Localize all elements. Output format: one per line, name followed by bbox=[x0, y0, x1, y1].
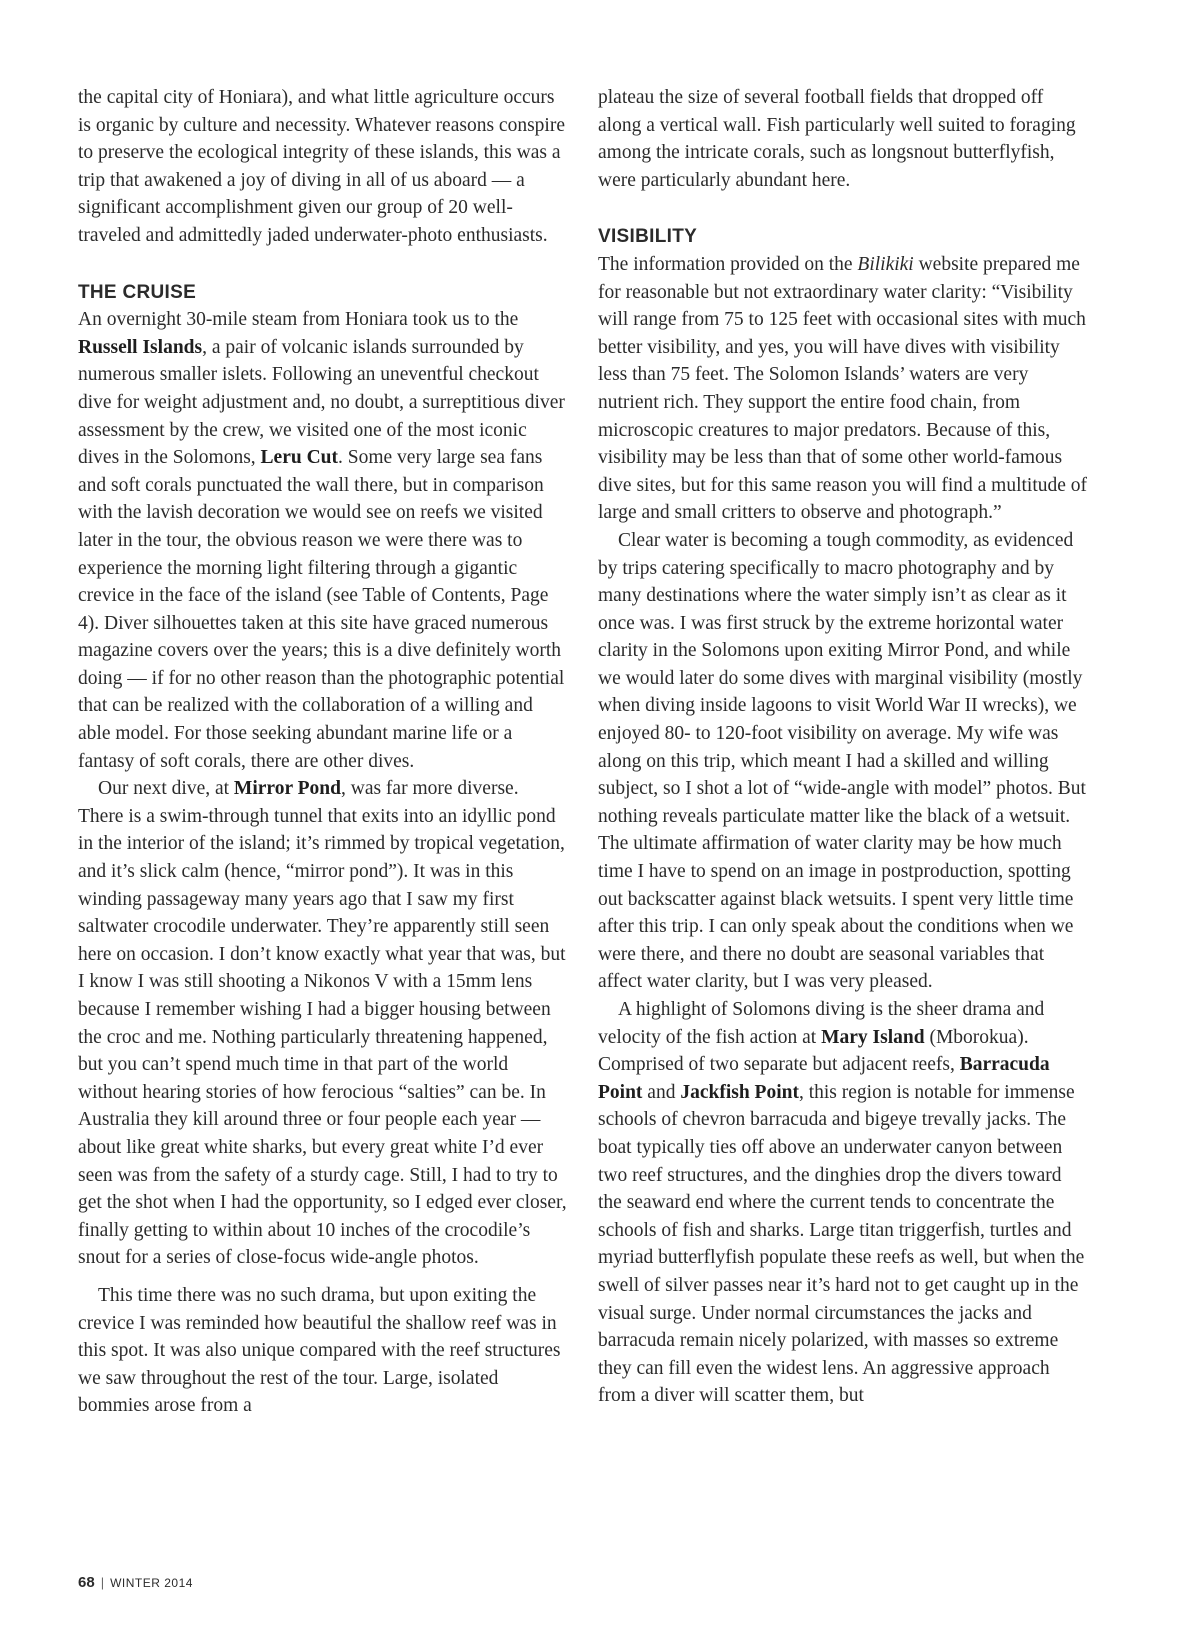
heading-visibility: VISIBILITY bbox=[598, 226, 698, 248]
paragraph-bilikiki-quote bbox=[598, 251, 1088, 527]
text-run: and bbox=[642, 1081, 681, 1103]
text-run: website prepared me for reasonable but not extraordinary water clarity: “Visibility will range from 75 to 125 feet with occasional sites with much better visibility, and yes, you will have dives with visibility less than 75 feet. The Solomon Islands’ waters are very nutrient rich. They support the entire food chain, from microscopic creatures to major predators. Because of this, visibility may be less than that of some other world-famous dive sites, but for this same reason you will find a multitude of large and small critters to observe and photograph.” bbox=[598, 253, 1088, 524]
footer-separator: | bbox=[100, 1575, 105, 1590]
text-run: , was far more diverse. There is a swim-through tunnel that exits into an idyllic pond in the interior of the island; it’s rimmed by tropical vegetation, and it’s slick calm (hence, “mirror pond”). It was in this winding passageway many years ago that I saw my first saltwater crocodile underwater. They’re apparently still seen here on occasion. I don’t know exactly what year that was, but I know I was still shooting a Nikonos V with a 15mm lens because I remember wishing I had a bigger housing between the croc and me. Nothing particularly threatening happened, but you can’t spend much time in that part of the world without hearing stories of how ferocious “salties” can be. In Australia they kill around three or four people each year — about like great white sharks, but every great white I’d ever seen was from the safety of a sturdy cage. Still, I had to try to get the shot when I had the opportunity, so I edged ever closer, finally getting to within about 10 inches of the crocodile’s snout for a series of close-focus wide-angle photos. bbox=[78, 778, 567, 1269]
text-run: , a pair of volcanic islands surrounded by numerous smaller islets. Following an uneventful checkout dive for weight adjustment and, no doubt, a surreptitious diver assessment by the crew, we visited one of the most iconic dives in the Solomons, bbox=[78, 336, 565, 469]
place-jackfish-point: Jackfish Point bbox=[680, 1081, 799, 1103]
paragraph-intro-continued: the capital city of Honiara), and what little agriculture occurs is organic by culture and necessity. Whatever reasons conspire to preserve the ecological integrity of these islands, this was a trip that awakened a joy of diving in all of us aboard — a significant accomplishment given our group of 20 well-traveled and admittedly jaded underwater-photo enthusiasts. bbox=[78, 87, 565, 246]
paragraph-clear-water: Clear water is becoming a tough commodity, as evidenced by trips catering specifically to macro photography and by many destinations where the water simply isn’t as clear as it once was. I was first struck by the extreme horizontal water clarity in the Solomons upon exiting Mirror Pond, and while we would later do some dives with marginal visibility (mostly when diving inside lagoons to visit World War II wrecks), we enjoyed 80- to 120-foot visibility on average. My wife was along on this trip, which meant I had a skilled and willing subject, so I shot a lot of “wide-angle with model” photos. But nothing reveals particulate matter like the black of a wetsuit. The ultimate affirmation of water clarity may be how much time I have to spend on an image in postproduction, spotting out backscatter against black wetsuits. I spent very little time after this trip. I can only speak about the conditions when we were there, and there no doubt are seasonal variables that affect water clarity, but I was very pleased. bbox=[598, 529, 1086, 993]
vessel-name-bilikiki: Bilikiki bbox=[857, 253, 914, 275]
text-run: An overnight 30-mile steam from Honiara took us to the bbox=[78, 309, 519, 331]
text-run: The information provided on the bbox=[598, 253, 858, 275]
place-barracuda-point: Barracuda Point bbox=[598, 1054, 1050, 1103]
paragraph-russell-islands bbox=[78, 306, 568, 775]
text-run: (Mborokua). Comprised of two separate but adjacent reefs, bbox=[598, 1026, 1029, 1076]
text-run: A highlight of Solomons diving is the sheer drama and velocity of the fish action at bbox=[598, 999, 1045, 1048]
place-mary-island: Mary Island bbox=[821, 1026, 925, 1048]
left-column bbox=[78, 84, 568, 1420]
paragraph-plateau-continued: plateau the size of several football fields that dropped off along a vertical wall. Fish particularly well suited to foraging among the intricate corals, such as longsnout butterflyfish, were particularly abundant here. bbox=[598, 87, 1076, 191]
paragraph-mirror-pond bbox=[78, 775, 568, 1272]
text-run: , this region is notable for immense schools of chevron barracuda and bigeye trevally jacks. The boat typically ties off above an underwater canyon between two reef structures, and the dinghies drop the divers toward the seaward end where the current tends to concentrate the schools of fish and sharks. Large titan triggerfish, turtles and myriad butterflyfish populate these reefs as well, but when the swell of silver passes near it’s hard not to get caught up in the visual surge. Under normal circumstances the jacks and barracuda remain nicely polarized, with masses so extreme they can fill even the widest lens. An aggressive approach from a diver will scatter them, but bbox=[598, 1081, 1085, 1407]
page-footer bbox=[78, 1574, 193, 1592]
place-russell-islands: Russell Islands bbox=[78, 336, 203, 358]
text-run: . Some very large sea fans and soft corals punctuated the wall there, but in comparison with the lavish decoration we would see on reefs we visited later in the tour, the obvious reason we were there was to experience the morning light filtering through a gigantic crevice in the face of the island (see Table of Contents, Page 4). Diver silhouettes taken at this site have graced numerous magazine covers over the years; this is a dive definitely worth doing — if for no other reason than the photographic potential that can be realized with the collaboration of a willing and able model. For those seeking abundant marine life or a fantasy of soft corals, there are other dives. bbox=[78, 447, 565, 772]
right-column bbox=[598, 84, 1088, 1410]
paragraph-mary-island bbox=[598, 996, 1088, 1410]
place-mirror-pond: Mirror Pond bbox=[233, 778, 341, 800]
text-run: Our next dive, at bbox=[98, 778, 234, 800]
issue-label: WINTER 2014 bbox=[110, 1576, 193, 1590]
page-number: 68 bbox=[78, 1574, 95, 1591]
place-leru-cut: Leru Cut bbox=[260, 447, 339, 469]
paragraph-shallow-reef: This time there was no such drama, but upon exiting the crevice I was reminded how beautiful the shallow reef was in this spot. It was also unique compared with the reef structures we saw throughout the rest of the tour. Large, isolated bommies arose from a bbox=[78, 1284, 561, 1417]
heading-the-cruise: THE CRUISE bbox=[78, 281, 197, 303]
